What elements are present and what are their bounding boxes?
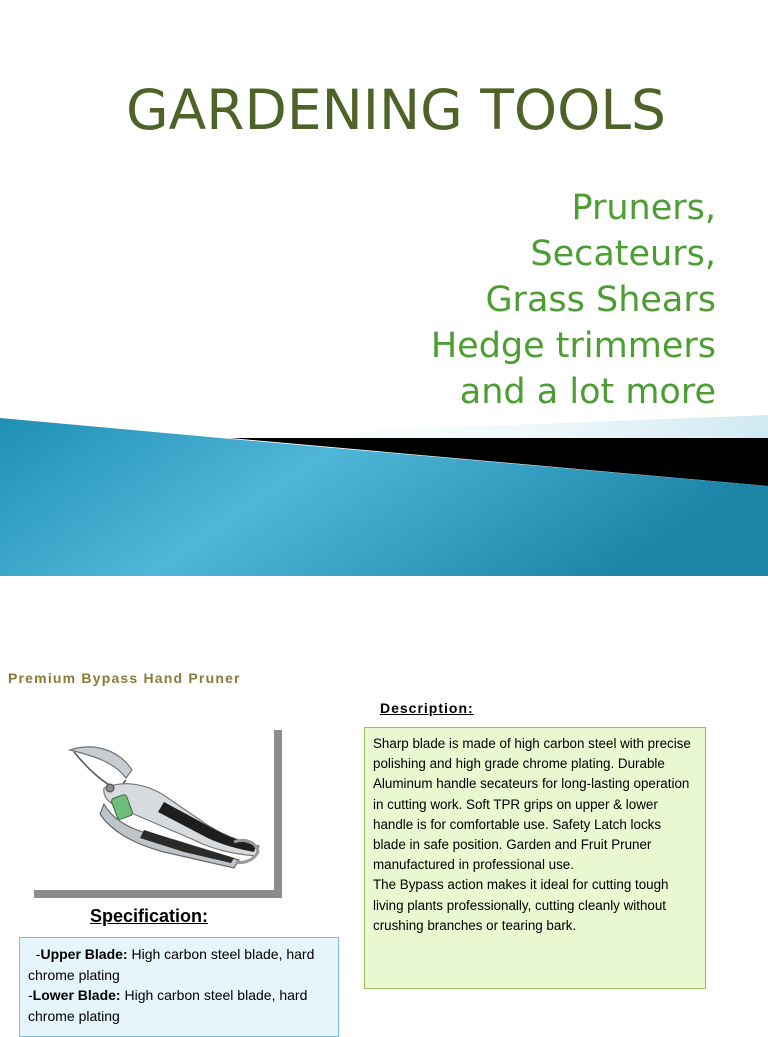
description-box bbox=[364, 727, 706, 989]
subtitle-line: Grass Shears bbox=[485, 280, 716, 320]
spec-item bbox=[28, 985, 330, 1026]
spec-item-text: High carbon steel blade, hard chrome plating bbox=[28, 987, 308, 1024]
spec-item bbox=[28, 944, 330, 985]
subtitle-line: Secateurs, bbox=[530, 234, 716, 274]
spec-item-prefix: - bbox=[28, 987, 33, 1003]
product-slide bbox=[0, 576, 768, 1024]
decorative-wave-band bbox=[0, 410, 768, 576]
description-paragraph: Sharp blade is made of high carbon steel with precise polishing and high grade chrome plating. Durable Aluminum handle secateurs for long-lasting operation in cutting work. Soft TPR grips on upper & lower handle is for comfortable use. Safety Latch locks blade in safe position. Garden and Fruit Pruner manufactured in professional use. bbox=[373, 736, 691, 873]
wave-light-stripe bbox=[180, 415, 768, 440]
spec-item-label: Upper Blade: bbox=[40, 946, 128, 962]
photo-frame-bottom-edge bbox=[34, 890, 282, 898]
photo-frame-right-edge bbox=[274, 730, 282, 898]
subtitle-line: Hedge trimmers bbox=[430, 326, 716, 366]
pruner-blade bbox=[70, 747, 132, 778]
description-heading: Description: bbox=[380, 700, 474, 716]
subtitle-list bbox=[431, 185, 716, 415]
subtitle-line: Pruners, bbox=[571, 188, 716, 228]
pruner-pivot-bolt bbox=[106, 784, 114, 792]
specification-box bbox=[19, 937, 339, 1037]
spec-item-label: Lower Blade: bbox=[32, 987, 121, 1003]
main-title: GARDENING TOOLS bbox=[126, 78, 666, 142]
subtitle-line: and a lot more bbox=[459, 372, 716, 412]
specification-heading: Specification: bbox=[90, 906, 209, 926]
spec-item-text: High carbon steel blade, hard chrome plating bbox=[28, 946, 315, 983]
product-title: Premium Bypass Hand Pruner bbox=[8, 670, 241, 686]
description-paragraph: The Bypass action makes it ideal for cutting tough living plants professionally, cutting cleanly without crushing branches or tearing bark. bbox=[373, 877, 669, 933]
spec-item-prefix: - bbox=[28, 946, 41, 962]
bypass-pruner-photo bbox=[34, 730, 284, 900]
